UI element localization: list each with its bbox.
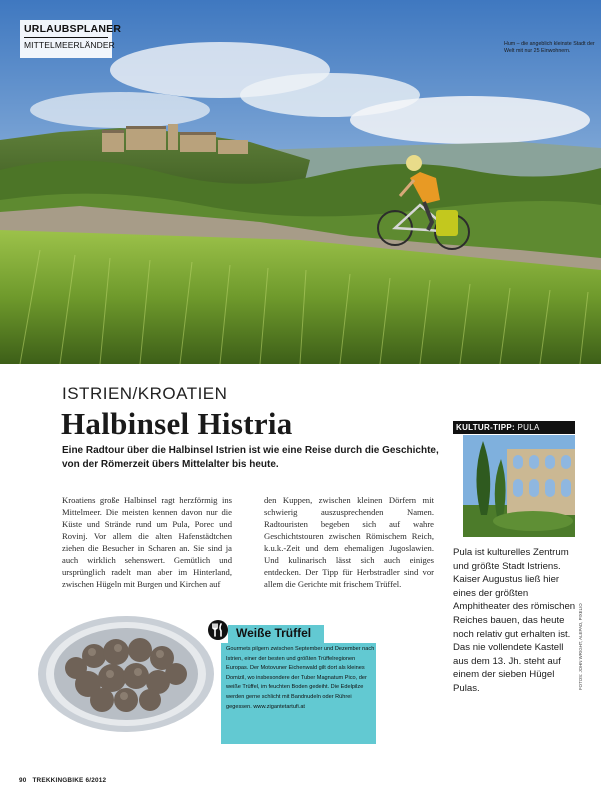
article-region: ISTRIEN/KROATIEN [62, 384, 228, 403]
photo-caption: Hum – die angeblich kleinste Stadt der Welt mit nur 25 Einwohnern. [504, 41, 595, 54]
kultur-tipp-header [453, 421, 575, 434]
body-column-2: den Kuppen, zwischen kleinen Dörfern mit schwierig auszusprechenden Namen. Radtouristen begeben sich auf wahre Geschichtstouren zwischen Römischem Reich, k.u.k.-Zeit und dem ehemaligen Jugoslawien. Und kulinarisch lässt sich auch einiges entdecken. Der Tipp für Herbstradler sind vor allem die Gerichte mit frischem Trüffel. [264, 495, 434, 589]
hero-photo [0, 0, 601, 364]
article-lead: Eine Radtour über die Halbinsel Istrien ist wie eine Reise durch die Geschichte, von der Römerzeit übers Mittelalter bis heute. [62, 445, 439, 470]
page-number: 90 [19, 777, 27, 784]
kultur-tipp-place: PULA [517, 423, 540, 432]
kicker-subtitle: MITTELMEERLÄNDER [24, 40, 115, 50]
truffle-plate-photo [36, 612, 216, 736]
truffle-text: Gourmets pilgern zwischen September und Dezember nach Istrien, einer der besten und größten Trüffelregionen Europas. Der Motovuner Eichenwald gilt dort als kleines Domizil, wo insbesondere der Tuber Magnatum Pico, der weiße Trüffel, im feuchten Boden gedeiht. Die Edelpilze werden gerne schlicht mit Bandnudeln oder Rührei gegessen. www.zigantetartufi.at [226, 646, 375, 710]
section-kicker [20, 20, 122, 58]
pula-amphitheater-photo [463, 435, 575, 537]
magazine-issue: TREKKINGBIKE 6/2012 [32, 777, 107, 784]
truffle-title: Weiße Trüffel [236, 626, 312, 640]
kicker-divider [24, 37, 108, 38]
kultur-tipp-text: Pula ist kulturelles Zentrum und größte Stadt Istriens. Kaiser Augustus ließ hier eines der größten Amphitheater des römischen Reiches bauen, das heute noch relativ gut erhalten ist. Das nie vollendete Kastell aus dem 13. Jh. steht auf einem der sieben Hügel Pulas. [453, 547, 576, 694]
kultur-tipp-label: KULTUR-TIPP: [456, 423, 515, 432]
kicker-title: URLAUBSPLANER [24, 23, 122, 35]
page-footer [19, 777, 106, 784]
fork-knife-icon [208, 620, 228, 640]
article-title: Halbinsel Histria [61, 406, 293, 441]
body-column-1: Kroatiens große Halbinsel ragt herzförmig ins Mittelmeer. Die meisten kennen davon nur die Küste und Strände rund um Pula, Porec und Rovinj. Vor allem die alten Hafenstädtchen ziehen die Besucher in Scharen an. Sie sind ja auch wirklich sehenswert. Gemütlich und ursprünglich radelt man aber im Hinterland, zwischen Hügeln mit Burgen und Kirchen auf [62, 495, 232, 589]
photo-credit: FOTOS: JOHN WRIGHT, ALEPAD, PIXELIO [578, 603, 583, 690]
